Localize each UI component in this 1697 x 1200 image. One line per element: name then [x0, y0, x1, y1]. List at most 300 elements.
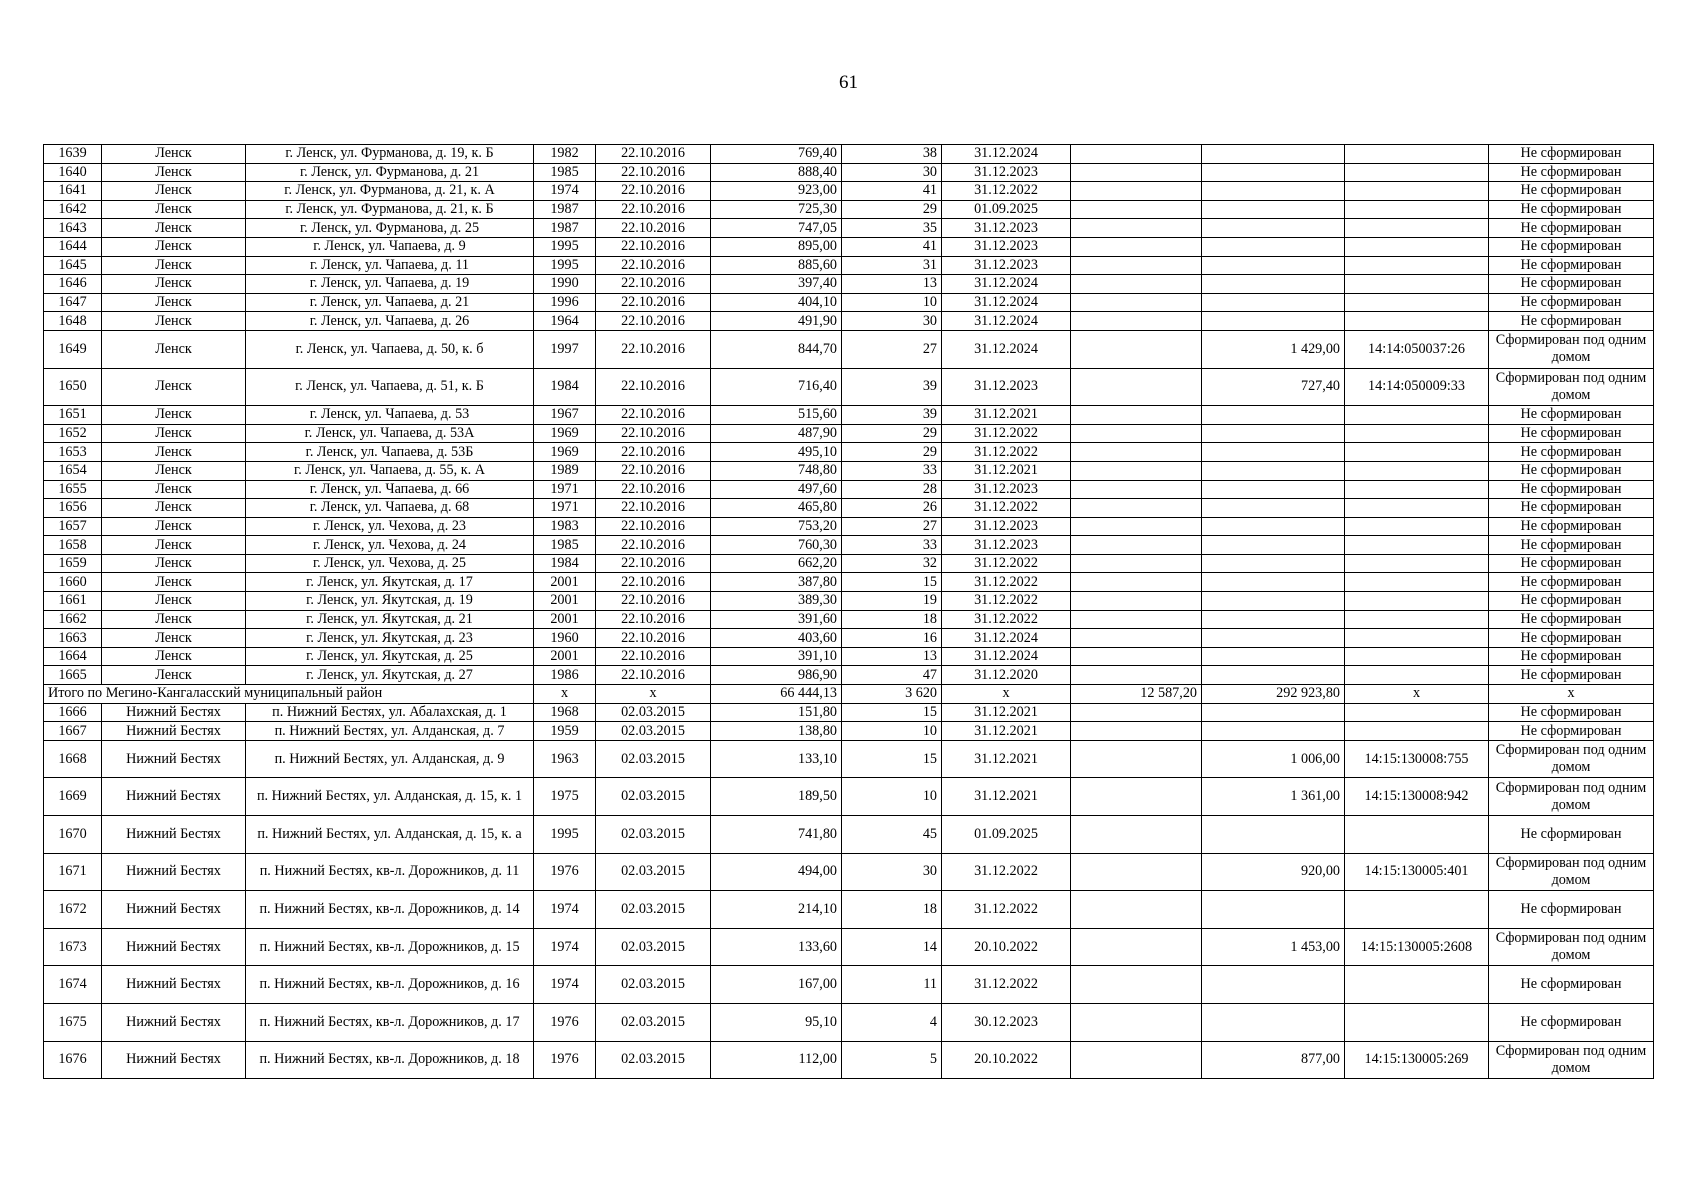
table-body-lensk [44, 145, 1654, 685]
row-number-cell: 1654 [44, 461, 102, 480]
deadline-cell: 31.12.2024 [942, 629, 1071, 648]
cadastral-number-cell [1345, 816, 1489, 854]
year-built-cell: 2001 [534, 573, 596, 592]
land-status-cell: Не сформирован [1489, 406, 1654, 425]
settlement-cell: Ленск [102, 406, 246, 425]
cadastral-number-cell [1345, 182, 1489, 201]
address-cell: п. Нижний Бестях, кв-л. Дорожников, д. 15 [246, 928, 534, 966]
row-number-cell: 1649 [44, 330, 102, 368]
address-cell: г. Ленск, ул. Фурманова, д. 21 [246, 163, 534, 182]
land-area-cell [1202, 517, 1345, 536]
row-number-cell: 1657 [44, 517, 102, 536]
row-number-cell: 1675 [44, 1003, 102, 1041]
inclusion-date-cell: 02.03.2015 [596, 928, 711, 966]
land-status-cell: Сформирован под одним домом [1489, 1041, 1654, 1079]
inclusion-date-cell: 02.03.2015 [596, 853, 711, 891]
cadastral-number-cell [1345, 592, 1489, 611]
land-area-cell [1202, 610, 1345, 629]
column-10-cell [1071, 499, 1202, 518]
residents-cell: 29 [842, 443, 942, 462]
table-row [44, 816, 1654, 854]
table-row [44, 480, 1654, 499]
area-cell: 387,80 [711, 573, 842, 592]
address-cell: п. Нижний Бестях, ул. Алданская, д. 7 [246, 722, 534, 741]
table-row [44, 647, 1654, 666]
residents-cell: 10 [842, 293, 942, 312]
area-cell: 923,00 [711, 182, 842, 201]
column-10-cell [1071, 256, 1202, 275]
inclusion-date-cell: 02.03.2015 [596, 722, 711, 741]
cadastral-number-cell: 14:15:130005:2608 [1345, 928, 1489, 966]
land-status-cell: Не сформирован [1489, 312, 1654, 331]
settlement-cell: Ленск [102, 424, 246, 443]
column-10-cell [1071, 424, 1202, 443]
area-cell: 844,70 [711, 330, 842, 368]
deadline-cell: 31.12.2022 [942, 610, 1071, 629]
year-built-cell: 1983 [534, 517, 596, 536]
cadastral-number-cell [1345, 1003, 1489, 1041]
row-number-cell: 1668 [44, 740, 102, 778]
residents-cell: 26 [842, 499, 942, 518]
land-area-cell [1202, 163, 1345, 182]
cadastral-number-cell [1345, 237, 1489, 256]
row-number-cell: 1667 [44, 722, 102, 741]
land-status-cell: Не сформирован [1489, 256, 1654, 275]
land-area-cell [1202, 182, 1345, 201]
cadastral-number-cell: 14:15:130005:269 [1345, 1041, 1489, 1079]
deadline-cell: 31.12.2022 [942, 554, 1071, 573]
table-row [44, 200, 1654, 219]
deadline-cell: 31.12.2024 [942, 293, 1071, 312]
address-cell: п. Нижний Бестях, кв-л. Дорожников, д. 17 [246, 1003, 534, 1041]
inclusion-date-cell: 22.10.2016 [596, 312, 711, 331]
deadline-cell: 31.12.2021 [942, 778, 1071, 816]
inclusion-date-cell: 22.10.2016 [596, 406, 711, 425]
table-row [44, 182, 1654, 201]
land-area-cell [1202, 312, 1345, 331]
column-10-cell [1071, 928, 1202, 966]
settlement-cell: Нижний Бестях [102, 778, 246, 816]
column-10-cell [1071, 966, 1202, 1004]
deadline-cell: 31.12.2024 [942, 275, 1071, 294]
inclusion-date-cell: 22.10.2016 [596, 237, 711, 256]
year-built-cell: 1985 [534, 163, 596, 182]
cadastral-number-cell [1345, 499, 1489, 518]
table-row [44, 163, 1654, 182]
settlement-cell: Ленск [102, 592, 246, 611]
land-area-cell: 920,00 [1202, 853, 1345, 891]
total-status: х [1489, 685, 1654, 704]
residents-cell: 30 [842, 853, 942, 891]
land-status-cell: Не сформирован [1489, 219, 1654, 238]
inclusion-date-cell: 22.10.2016 [596, 573, 711, 592]
residents-cell: 39 [842, 368, 942, 406]
row-number-cell: 1655 [44, 480, 102, 499]
cadastral-number-cell [1345, 200, 1489, 219]
settlement-cell: Ленск [102, 275, 246, 294]
inclusion-date-cell: 22.10.2016 [596, 461, 711, 480]
row-number-cell: 1652 [44, 424, 102, 443]
deadline-cell: 31.12.2023 [942, 517, 1071, 536]
column-10-cell [1071, 237, 1202, 256]
inclusion-date-cell: 22.10.2016 [596, 647, 711, 666]
inclusion-date-cell: 02.03.2015 [596, 891, 711, 929]
column-10-cell [1071, 368, 1202, 406]
land-status-cell: Сформирован под одним домом [1489, 853, 1654, 891]
cadastral-number-cell [1345, 293, 1489, 312]
row-number-cell: 1665 [44, 666, 102, 685]
deadline-cell: 31.12.2021 [942, 461, 1071, 480]
column-10-cell [1071, 554, 1202, 573]
table-row [44, 145, 1654, 164]
land-status-cell: Не сформирован [1489, 517, 1654, 536]
year-built-cell: 2001 [534, 592, 596, 611]
row-number-cell: 1661 [44, 592, 102, 611]
residents-cell: 27 [842, 330, 942, 368]
residents-cell: 33 [842, 461, 942, 480]
column-10-cell [1071, 480, 1202, 499]
year-built-cell: 1997 [534, 330, 596, 368]
row-number-cell: 1646 [44, 275, 102, 294]
cadastral-number-cell: 14:14:050009:33 [1345, 368, 1489, 406]
land-area-cell: 727,40 [1202, 368, 1345, 406]
deadline-cell: 31.12.2024 [942, 312, 1071, 331]
land-status-cell: Не сформирован [1489, 237, 1654, 256]
residents-cell: 47 [842, 666, 942, 685]
residents-cell: 15 [842, 703, 942, 722]
row-number-cell: 1645 [44, 256, 102, 275]
area-cell: 497,60 [711, 480, 842, 499]
deadline-cell: 30.12.2023 [942, 1003, 1071, 1041]
column-10-cell [1071, 816, 1202, 854]
residents-cell: 16 [842, 629, 942, 648]
address-cell: п. Нижний Бестях, ул. Алданская, д. 15, к. а [246, 816, 534, 854]
residents-cell: 18 [842, 610, 942, 629]
area-cell: 769,40 [711, 145, 842, 164]
cadastral-number-cell [1345, 666, 1489, 685]
address-cell: п. Нижний Бестях, кв-л. Дорожников, д. 14 [246, 891, 534, 929]
column-10-cell [1071, 853, 1202, 891]
inclusion-date-cell: 22.10.2016 [596, 293, 711, 312]
settlement-cell: Ленск [102, 293, 246, 312]
residents-cell: 35 [842, 219, 942, 238]
settlement-cell: Ленск [102, 517, 246, 536]
residents-cell: 28 [842, 480, 942, 499]
address-cell: г. Ленск, ул. Чапаева, д. 21 [246, 293, 534, 312]
land-area-cell: 1 453,00 [1202, 928, 1345, 966]
land-area-cell [1202, 647, 1345, 666]
table-row [44, 406, 1654, 425]
row-number-cell: 1653 [44, 443, 102, 462]
land-status-cell: Не сформирован [1489, 573, 1654, 592]
column-10-cell [1071, 275, 1202, 294]
row-number-cell: 1641 [44, 182, 102, 201]
land-status-cell: Не сформирован [1489, 293, 1654, 312]
deadline-cell: 31.12.2023 [942, 219, 1071, 238]
cadastral-number-cell [1345, 891, 1489, 929]
deadline-cell: 31.12.2023 [942, 480, 1071, 499]
address-cell: г. Ленск, ул. Чапаева, д. 53А [246, 424, 534, 443]
deadline-cell: 31.12.2020 [942, 666, 1071, 685]
deadline-cell: 01.09.2025 [942, 816, 1071, 854]
land-status-cell: Не сформирован [1489, 891, 1654, 929]
land-status-cell: Не сформирован [1489, 647, 1654, 666]
deadline-cell: 31.12.2021 [942, 722, 1071, 741]
land-status-cell: Не сформирован [1489, 966, 1654, 1004]
deadline-cell: 31.12.2022 [942, 853, 1071, 891]
inclusion-date-cell: 22.10.2016 [596, 275, 711, 294]
land-status-cell: Не сформирован [1489, 666, 1654, 685]
address-cell: г. Ленск, ул. Якутская, д. 21 [246, 610, 534, 629]
cadastral-number-cell: 14:14:050037:26 [1345, 330, 1489, 368]
land-area-cell [1202, 573, 1345, 592]
deadline-cell: 01.09.2025 [942, 200, 1071, 219]
deadline-cell: 31.12.2022 [942, 499, 1071, 518]
land-area-cell [1202, 666, 1345, 685]
land-status-cell: Не сформирован [1489, 722, 1654, 741]
row-number-cell: 1659 [44, 554, 102, 573]
inclusion-date-cell: 22.10.2016 [596, 592, 711, 611]
year-built-cell: 1960 [534, 629, 596, 648]
residents-cell: 31 [842, 256, 942, 275]
land-status-cell: Не сформирован [1489, 536, 1654, 555]
settlement-cell: Нижний Бестях [102, 928, 246, 966]
deadline-cell: 20.10.2022 [942, 1041, 1071, 1079]
row-number-cell: 1671 [44, 853, 102, 891]
inclusion-date-cell: 22.10.2016 [596, 145, 711, 164]
total-year: х [534, 685, 596, 704]
inclusion-date-cell: 02.03.2015 [596, 816, 711, 854]
row-number-cell: 1643 [44, 219, 102, 238]
land-status-cell: Не сформирован [1489, 703, 1654, 722]
year-built-cell: 1985 [534, 536, 596, 555]
residents-cell: 14 [842, 928, 942, 966]
area-cell: 465,80 [711, 499, 842, 518]
total-residents: 3 620 [842, 685, 942, 704]
land-area-cell [1202, 966, 1345, 1004]
cadastral-number-cell: 14:15:130008:755 [1345, 740, 1489, 778]
year-built-cell: 1976 [534, 1003, 596, 1041]
settlement-cell: Ленск [102, 647, 246, 666]
total-date: х [596, 685, 711, 704]
settlement-cell: Нижний Бестях [102, 703, 246, 722]
inclusion-date-cell: 22.10.2016 [596, 554, 711, 573]
land-status-cell: Не сформирован [1489, 629, 1654, 648]
column-10-cell [1071, 443, 1202, 462]
address-cell: г. Ленск, ул. Чехова, д. 25 [246, 554, 534, 573]
land-area-cell: 1 006,00 [1202, 740, 1345, 778]
table-total-section [44, 685, 1654, 704]
year-built-cell: 1974 [534, 891, 596, 929]
inclusion-date-cell: 02.03.2015 [596, 703, 711, 722]
cadastral-number-cell [1345, 554, 1489, 573]
year-built-cell: 1975 [534, 778, 596, 816]
row-number-cell: 1670 [44, 816, 102, 854]
table-row [44, 368, 1654, 406]
column-10-cell [1071, 592, 1202, 611]
land-status-cell: Не сформирован [1489, 275, 1654, 294]
land-area-cell [1202, 554, 1345, 573]
land-status-cell: Не сформирован [1489, 610, 1654, 629]
inclusion-date-cell: 02.03.2015 [596, 1003, 711, 1041]
address-cell: г. Ленск, ул. Чапаева, д. 66 [246, 480, 534, 499]
table-row [44, 703, 1654, 722]
inclusion-date-cell: 22.10.2016 [596, 443, 711, 462]
inclusion-date-cell: 22.10.2016 [596, 517, 711, 536]
settlement-cell: Ленск [102, 182, 246, 201]
deadline-cell: 31.12.2023 [942, 536, 1071, 555]
address-cell: г. Ленск, ул. Якутская, д. 25 [246, 647, 534, 666]
deadline-cell: 31.12.2023 [942, 256, 1071, 275]
table-row [44, 330, 1654, 368]
settlement-cell: Нижний Бестях [102, 1003, 246, 1041]
column-10-cell [1071, 145, 1202, 164]
table-row [44, 891, 1654, 929]
inclusion-date-cell: 22.10.2016 [596, 424, 711, 443]
land-area-cell: 1 361,00 [1202, 778, 1345, 816]
address-cell: г. Ленск, ул. Чапаева, д. 26 [246, 312, 534, 331]
table-row [44, 461, 1654, 480]
year-built-cell: 1964 [534, 312, 596, 331]
cadastral-number-cell [1345, 256, 1489, 275]
cadastral-number-cell [1345, 536, 1489, 555]
deadline-cell: 31.12.2021 [942, 740, 1071, 778]
residents-cell: 4 [842, 1003, 942, 1041]
total-deadline: х [942, 685, 1071, 704]
address-cell: г. Ленск, ул. Якутская, д. 19 [246, 592, 534, 611]
column-10-cell [1071, 312, 1202, 331]
row-number-cell: 1639 [44, 145, 102, 164]
area-cell: 95,10 [711, 1003, 842, 1041]
year-built-cell: 1967 [534, 406, 596, 425]
table-row [44, 592, 1654, 611]
total-cadastre: х [1345, 685, 1489, 704]
land-area-cell [1202, 891, 1345, 929]
residents-cell: 27 [842, 517, 942, 536]
land-area-cell [1202, 424, 1345, 443]
year-built-cell: 1996 [534, 293, 596, 312]
settlement-cell: Ленск [102, 666, 246, 685]
inclusion-date-cell: 22.10.2016 [596, 610, 711, 629]
column-10-cell [1071, 293, 1202, 312]
table-body-nizhny-bestyakh [44, 703, 1654, 1079]
settlement-cell: Ленск [102, 554, 246, 573]
table-row [44, 573, 1654, 592]
area-cell: 391,60 [711, 610, 842, 629]
cadastral-number-cell [1345, 722, 1489, 741]
cadastral-number-cell [1345, 461, 1489, 480]
row-number-cell: 1648 [44, 312, 102, 331]
residents-cell: 39 [842, 406, 942, 425]
residents-cell: 5 [842, 1041, 942, 1079]
land-status-cell: Не сформирован [1489, 592, 1654, 611]
cadastral-number-cell [1345, 573, 1489, 592]
land-status-cell: Сформирован под одним домом [1489, 330, 1654, 368]
inclusion-date-cell: 22.10.2016 [596, 163, 711, 182]
column-10-cell [1071, 200, 1202, 219]
year-built-cell: 2001 [534, 647, 596, 666]
settlement-cell: Нижний Бестях [102, 853, 246, 891]
residents-cell: 13 [842, 647, 942, 666]
total-column-11: 292 923,80 [1202, 685, 1345, 704]
address-cell: г. Ленск, ул. Чехова, д. 23 [246, 517, 534, 536]
year-built-cell: 1987 [534, 219, 596, 238]
area-cell: 151,80 [711, 703, 842, 722]
year-built-cell: 1995 [534, 256, 596, 275]
address-cell: г. Ленск, ул. Фурманова, д. 25 [246, 219, 534, 238]
settlement-cell: Ленск [102, 330, 246, 368]
settlement-cell: Нижний Бестях [102, 966, 246, 1004]
address-cell: г. Ленск, ул. Чапаева, д. 11 [246, 256, 534, 275]
cadastral-number-cell: 14:15:130005:401 [1345, 853, 1489, 891]
row-number-cell: 1651 [44, 406, 102, 425]
land-status-cell: Не сформирован [1489, 424, 1654, 443]
address-cell: п. Нижний Бестях, ул. Алданская, д. 15, к. 1 [246, 778, 534, 816]
year-built-cell: 1995 [534, 237, 596, 256]
column-10-cell [1071, 703, 1202, 722]
area-cell: 895,00 [711, 237, 842, 256]
settlement-cell: Ленск [102, 610, 246, 629]
column-10-cell [1071, 740, 1202, 778]
address-cell: г. Ленск, ул. Чапаева, д. 53 [246, 406, 534, 425]
settlement-cell: Нижний Бестях [102, 891, 246, 929]
area-cell: 167,00 [711, 966, 842, 1004]
residents-cell: 15 [842, 740, 942, 778]
address-cell: г. Ленск, ул. Якутская, д. 23 [246, 629, 534, 648]
area-cell: 888,40 [711, 163, 842, 182]
land-status-cell: Не сформирован [1489, 145, 1654, 164]
settlement-cell: Нижний Бестях [102, 1041, 246, 1079]
table-row [44, 928, 1654, 966]
settlement-cell: Ленск [102, 368, 246, 406]
column-10-cell [1071, 610, 1202, 629]
land-status-cell: Не сформирован [1489, 816, 1654, 854]
row-number-cell: 1658 [44, 536, 102, 555]
cadastral-number-cell [1345, 163, 1489, 182]
land-area-cell [1202, 200, 1345, 219]
inclusion-date-cell: 02.03.2015 [596, 740, 711, 778]
year-built-cell: 1969 [534, 424, 596, 443]
column-10-cell [1071, 891, 1202, 929]
address-cell: г. Ленск, ул. Чапаева, д. 9 [246, 237, 534, 256]
address-cell: п. Нижний Бестях, кв-л. Дорожников, д. 11 [246, 853, 534, 891]
row-number-cell: 1669 [44, 778, 102, 816]
area-cell: 515,60 [711, 406, 842, 425]
row-number-cell: 1672 [44, 891, 102, 929]
inclusion-date-cell: 02.03.2015 [596, 778, 711, 816]
land-area-cell: 877,00 [1202, 1041, 1345, 1079]
area-cell: 725,30 [711, 200, 842, 219]
settlement-cell: Нижний Бестях [102, 816, 246, 854]
land-area-cell [1202, 816, 1345, 854]
cadastral-number-cell [1345, 424, 1489, 443]
table-row [44, 499, 1654, 518]
column-10-cell [1071, 666, 1202, 685]
address-cell: г. Ленск, ул. Чапаева, д. 53Б [246, 443, 534, 462]
year-built-cell: 1989 [534, 461, 596, 480]
inclusion-date-cell: 22.10.2016 [596, 330, 711, 368]
total-area: 66 444,13 [711, 685, 842, 704]
row-number-cell: 1650 [44, 368, 102, 406]
cadastral-number-cell [1345, 312, 1489, 331]
land-area-cell [1202, 703, 1345, 722]
settlement-cell: Ленск [102, 461, 246, 480]
settlement-cell: Нижний Бестях [102, 722, 246, 741]
residents-cell: 29 [842, 200, 942, 219]
row-number-cell: 1666 [44, 703, 102, 722]
residents-cell: 18 [842, 891, 942, 929]
area-cell: 753,20 [711, 517, 842, 536]
